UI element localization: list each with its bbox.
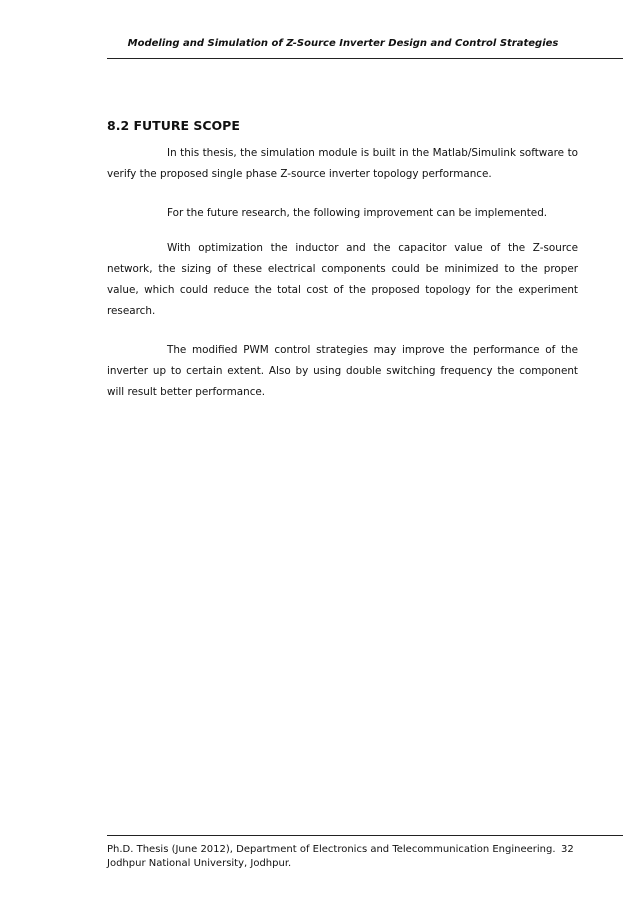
paragraph-text: For the future research, the following improvement can be implemented. — [167, 207, 548, 219]
page-number: 32 — [561, 844, 574, 855]
section-heading: 8.2 FUTURE SCOPE — [107, 118, 240, 133]
paragraph-text: With optimization the inductor and the capacitor value of the Z-source network, the sizing of these electrical components could be minimized to the proper value, which could reduce the total cost of the proposed topology for the experiment research. — [107, 242, 578, 317]
paragraph-simulation-module — [107, 143, 578, 185]
paragraph-pwm-strategies — [107, 340, 578, 403]
paragraph-text: In this thesis, the simulation module is built in the Matlab/Simulink software to verify the proposed single phase Z-source inverter topology performance. — [107, 147, 578, 180]
running-header: Modeling and Simulation of Z-Source Inverter Design and Control Strategies — [127, 38, 559, 49]
page-footer — [107, 843, 577, 871]
paragraph-future-research — [107, 203, 578, 224]
footer-rule — [107, 835, 623, 836]
header-rule — [107, 58, 623, 59]
footer-line-university: Jodhpur National University, Jodhpur. — [107, 858, 292, 869]
paragraph-optimization — [107, 238, 578, 322]
footer-line-department — [107, 843, 577, 857]
footer-department-text: Ph.D. Thesis (June 2012), Department of Electronics and Telecommunication Engineering. — [107, 844, 556, 855]
paragraph-text: The modified PWM control strategies may improve the performance of the inverter up to certain extent. Also by using double switching frequency the component will result better performance. — [107, 344, 578, 398]
